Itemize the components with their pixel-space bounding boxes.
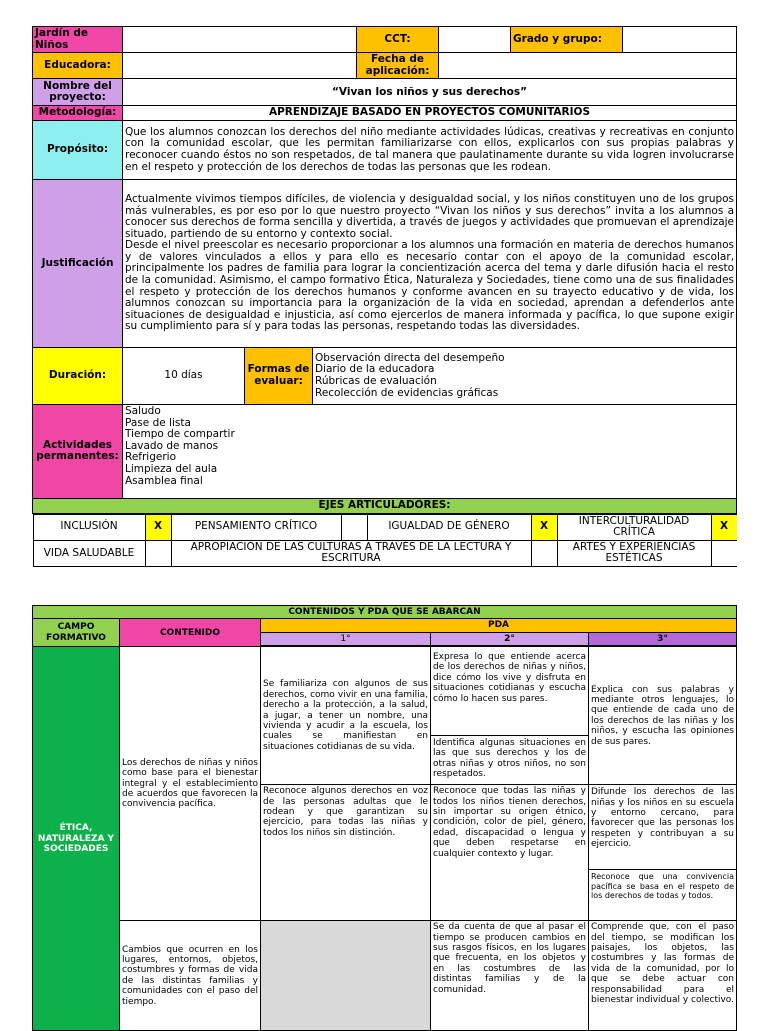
ejes-table (33, 514, 737, 567)
ejes-title: EJES ARTICULADORES: (33, 498, 737, 513)
jardin-label: Jardín de Niños (33, 27, 123, 53)
educadora-value[interactable] (123, 53, 357, 79)
pda-1-grado-3: Explica con sus palabras y mediante otros lenguajes, lo que entiende de cada uno de los derechos de las niñas y los niños, y escucha las opiniones de sus pares. (589, 647, 737, 785)
actividad-item: Limpieza del aula (125, 462, 218, 475)
actividad-item: Pase de lista (125, 416, 191, 429)
pda-3-grado-3: Comprende que, con el paso del tiempo, se modifican los paisajes, los objetos, las costumbres y las formas de vida de la comunidad, por lo que se debe actuar con responsabilidad para el bienestar individual y colectivo. (589, 921, 737, 1031)
formas-item: Diario de la educadora (315, 363, 435, 376)
eje-interculturalidad-mark[interactable]: X (711, 514, 737, 540)
formas-item: Observación directa del desempeño (315, 351, 505, 364)
eje-artes-mark[interactable] (711, 540, 737, 566)
eje-lectura-escritura: APROPIACIÓN DE LAS CULTURAS A TRAVÉS DE LA LECTURA Y ESCRITURA (171, 540, 531, 566)
pda-2-grado-3-b: Reconoce que una convivencia pacífica se basa en el respeto de los derechos de todas y todos. (591, 872, 734, 901)
grade-1-header: 1° (261, 632, 431, 645)
metodologia-label: Metodología: (33, 106, 123, 121)
contenido-header: CONTENIDO (120, 619, 261, 647)
eje-pensamiento-critico: PENSAMIENTO CRÍTICO (171, 514, 341, 540)
pda-1-grado-2-a: Expresa lo que entiende acerca de los derechos de niñas y niños, dice cómo los vive y disfruta en situaciones cotidianas y escucha cómo lo hacen sus pares. (431, 650, 588, 736)
nombre-proyecto-label: Nombre del proyecto: (33, 79, 123, 106)
formas-evaluar-label: Formas de evaluar: (245, 347, 313, 404)
campo-formativo-value: ÉTICA, NATURALEZA Y SOCIEDADES (33, 647, 120, 1031)
eje-vida-saludable-mark[interactable] (145, 540, 171, 566)
fecha-value[interactable] (439, 53, 737, 79)
eje-lectura-escritura-mark[interactable] (531, 540, 557, 566)
nombre-proyecto-value: “Vivan los niños y sus derechos” (123, 79, 737, 106)
duracion-value: 10 días (123, 347, 245, 404)
pda-2-grado-1: Reconoce algunos derechos en voz de las personas adultas que le rodean y que garantizan su ejercicio, para todas las niñas y todos los niños sin distinción. (261, 785, 431, 921)
pda-1-grado-2 (431, 647, 589, 785)
proposito-label: Propósito: (33, 120, 123, 179)
eje-vida-saludable: VIDA SALUDABLE (33, 540, 145, 566)
grade-3-header: 3° (589, 632, 737, 645)
contenido-cambios: Cambios que ocurren en los lugares, entornos, objetos, costumbres y formas de vida de las distintas familias y comunidades con el paso del tiempo. (120, 921, 261, 1031)
grado-value[interactable] (623, 27, 737, 53)
pda-3-grado-2: Se da cuenta de que al pasar el tiempo se producen cambios en sus rasgos físicos, en los lugares que frecuenta, en los objetos y en las costumbres de las distintas familias y de la comunidad. (431, 921, 589, 1031)
actividad-item: Asamblea final (125, 474, 203, 487)
cct-label: CCT: (357, 27, 439, 53)
eje-igualdad-genero-mark[interactable]: X (531, 514, 557, 540)
eje-inclusion: INCLUSIÓN (33, 514, 145, 540)
justificacion-label: Justificación (33, 179, 123, 347)
actividades-list (123, 404, 737, 498)
contenidos-pda-table (32, 605, 737, 1031)
actividad-item: Tiempo de compartir (125, 428, 235, 441)
eje-pensamiento-critico-mark[interactable] (341, 514, 367, 540)
pda-2-grado-3-a: Difunde los derechos de las niñas y los niños en su escuela y entorno cercano, para favorecer que las personas los respeten y contribuyan a su ejercicio. (589, 785, 736, 870)
planning-header-table (32, 26, 737, 567)
proposito-value: Que los alumnos conozcan los derechos del niño mediante actividades lúdicas, creativas y recreativas en conjunto con la comunidad escolar, que les permitan familiarizarse con ellos, explicarlos con sus propias palabras y reconocer cuando éstos no son respetados, de tal manera que paulatinamente durante su vida logren involucrarse en el respeto y protección de los derechos de todas las personas que les rodean. (123, 120, 737, 179)
contenidos-title: CONTENIDOS Y PDA QUE SE ABARCAN (33, 606, 737, 619)
pda-3-grado-1 (261, 921, 431, 1031)
pda-1-grado-2-b: Identifica algunas situaciones en las que sus derechos y los de otras niñas y otros niños, no son respetados. (433, 737, 586, 780)
eje-inclusion-mark[interactable]: X (145, 514, 171, 540)
formas-evaluar-list (313, 347, 737, 404)
duracion-label: Duración: (33, 347, 123, 404)
actividad-item: Refrigerio (125, 451, 176, 464)
campo-formativo-header: CAMPO FORMATIVO (33, 619, 120, 647)
eje-igualdad-genero: IGUALDAD DE GÉNERO (367, 514, 531, 540)
metodologia-value: APRENDIZAJE BASADO EN PROYECTOS COMUNITARIOS (123, 106, 737, 121)
justificacion-value (123, 179, 737, 347)
eje-interculturalidad: INTERCULTURALIDAD CRÍTICA (557, 514, 711, 540)
justificacion-paragraph-1: Actualmente vivimos tiempos difíciles, de violencia y desigualdad social, y los niños constituyen uno de los grupos más vulnerables, es por eso por lo que nuestro proyecto “Vivan los niños y sus derechos” invita a los alumnos a conocer sus derechos de forma sencilla y divertida, a través de juegos y actividades que promuevan el aprendizaje situado, partiendo de su entorno y contexto social. (125, 192, 735, 240)
actividades-label: Actividades permanentes: (33, 404, 123, 498)
actividad-item: Saludo (125, 404, 161, 417)
grado-label: Grado y grupo: (511, 27, 623, 53)
formas-item: Rúbricas de evaluación (315, 374, 437, 387)
cct-value[interactable] (439, 27, 511, 53)
jardin-value[interactable] (123, 27, 357, 53)
contenido-derechos: Los derechos de niñas y niños como base para el bienestar integral y el establecimiento de acuerdos que favorecen la convivencia pacífica. (120, 647, 261, 921)
pda-2-grado-2: Reconoce que todas las niñas y todos los niños tienen derechos, sin importar su origen étnico, condición, color de piel, género, edad, discapacidad o lengua y que deben respetarse en cualquier contexto y lugar. (431, 785, 589, 921)
actividad-item: Lavado de manos (125, 439, 219, 452)
pda-1-grado-1: Se familiariza con algunos de sus derechos, como vivir en una familia, derecho a la protección, a la salud, a jugar, a tener un nombre, una vivienda y acudir a la escuela, los cuales se manifiestan en situaciones cotidianas de su vida. (261, 647, 431, 785)
educadora-label: Educadora: (33, 53, 123, 79)
eje-artes: ARTES Y EXPERIENCIAS ESTÉTICAS (557, 540, 711, 566)
justificacion-paragraph-2: Desde el nivel preescolar es necesario proporcionar a los alumnos una formación en materia de derechos humanos y de valores vinculados a ellos y para ello es necesario contar con el apoyo de la comunidad escolar, principalmente los padres de familia para lograr la concientización acerca del tema y darle difusión hacia el resto de la comunidad. Asimismo, el campo formativo Ética, Naturaleza y Sociedades, tiene como una de sus finalidades el respeto y protección de los derechos humanos y conforme avancen en su trayecto educativo y de vida, los alumnos conozcan su importancia para la organización de la vida en sociedad, aprendan a defenderlos ante situaciones de desigualdad e injusticia, así como ejercerlos de manera informada y pacífica, lo que supone exigir su cumplimiento para sí y para todas las personas, respetando todas las diversidades. (125, 239, 735, 333)
fecha-label: Fecha de aplicación: (357, 53, 439, 79)
grade-2-header: 2° (431, 632, 589, 645)
formas-item: Recolección de evidencias gráficas (315, 386, 499, 399)
pda-header: PDA (261, 619, 737, 632)
pda-2-grado-3 (589, 785, 737, 921)
